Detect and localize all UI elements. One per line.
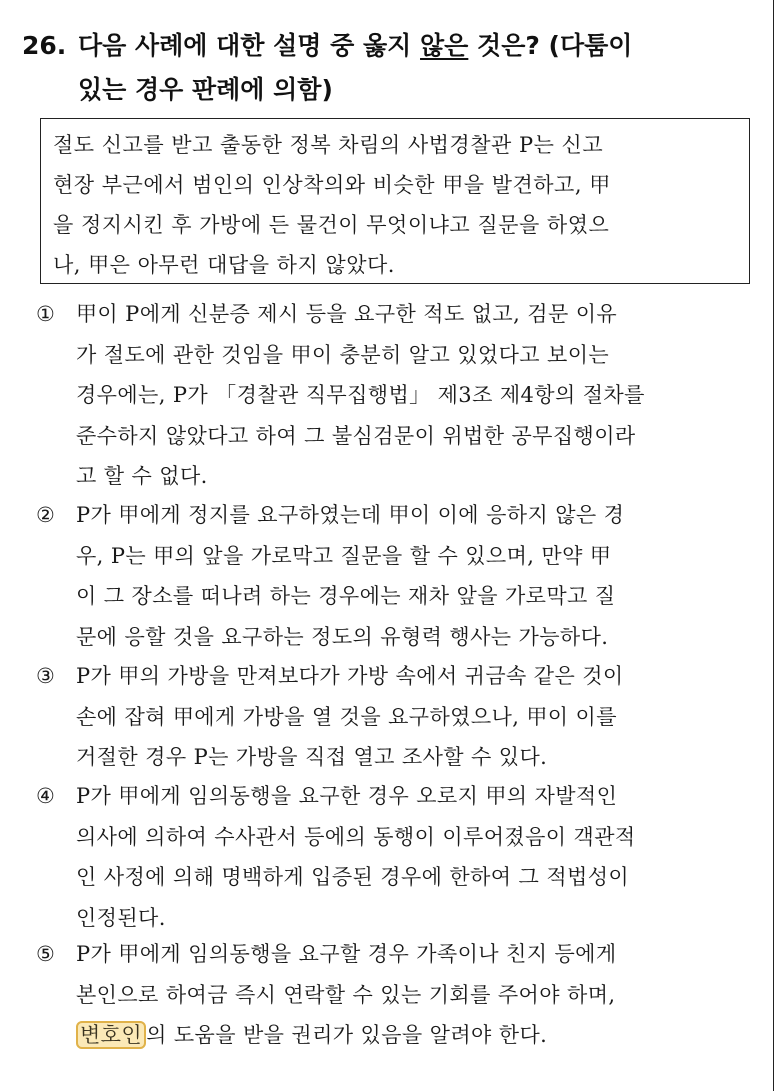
option-line: P가 甲에게 정지를 요구하였는데 甲이 이에 응하지 않은 경 xyxy=(76,503,625,527)
option-line: 甲이 P에게 신분증 제시 등을 요구한 적도 없고, 검문 이유 xyxy=(76,302,618,326)
case-line: 을 정지시킨 후 가방에 든 물건이 무엇이냐고 질문을 하였으 xyxy=(53,213,610,237)
option-line: 문에 응할 것을 요구하는 정도의 유형력 행사는 가능하다. xyxy=(76,624,609,649)
page-right-rule xyxy=(773,0,774,1091)
option-2[interactable] xyxy=(36,495,752,657)
option-2-marker: ② xyxy=(36,503,56,527)
option-3[interactable] xyxy=(36,656,752,778)
option-line: 이 그 장소를 떠나려 하는 경우에는 재차 앞을 가로막고 질 xyxy=(76,584,616,608)
option-line: 경우에는, P가 「경찰관 직무집행법」 제3조 제4항의 절차를 xyxy=(76,383,645,407)
option-1[interactable] xyxy=(36,294,752,497)
option-line: P가 甲의 가방을 만져보다가 가방 속에서 귀금속 같은 것이 xyxy=(76,664,624,688)
option-line: 의 도움을 받을 권리가 있음을 알려야 한다. xyxy=(146,1023,548,1047)
option-line: P가 甲에게 임의동행을 요구할 경우 가족이나 친지 등에게 xyxy=(76,942,617,966)
option-line: 손에 잡혀 甲에게 가방을 열 것을 요구하였으나, 甲이 이를 xyxy=(76,704,617,729)
option-line: 의사에 의하여 수사관서 등에의 동행이 이루어졌음이 객관적 xyxy=(76,824,636,849)
question-number: 26. xyxy=(22,31,67,60)
highlighted-term: 변호인 xyxy=(76,1021,146,1049)
option-4[interactable] xyxy=(36,776,752,938)
case-line: 나, 甲은 아무런 대답을 하지 않았다. xyxy=(53,253,395,277)
option-line: 가 절도에 관한 것임을 甲이 충분히 알고 있었다고 보이는 xyxy=(76,342,610,367)
option-3-marker: ③ xyxy=(36,664,56,688)
question-text-part2: 것은? (다툼이 xyxy=(468,31,633,60)
question-text-part1: 다음 사례에 대한 설명 중 옳지 xyxy=(78,31,421,60)
option-line: P가 甲에게 임의동행을 요구한 경우 오로지 甲의 자발적인 xyxy=(76,784,618,808)
option-line: 준수하지 않았다고 하여 그 불심검문이 위법한 공무집행이라 xyxy=(76,423,636,448)
option-line: 거절한 경우 P는 가방을 직접 열고 조사할 수 있다. xyxy=(76,745,548,769)
option-line: 인정된다. xyxy=(76,905,166,930)
question-stem xyxy=(22,24,762,112)
question-text-line2: 있는 경우 판례에 의함) xyxy=(78,75,333,104)
option-5-marker: ⑤ xyxy=(36,942,56,966)
option-line: 우, P는 甲의 앞을 가로막고 질문을 할 수 있으며, 만약 甲 xyxy=(76,543,612,568)
option-5[interactable] xyxy=(36,934,752,1056)
option-line: 본인으로 하여금 즉시 연락할 수 있는 기회를 주어야 하며, xyxy=(76,982,616,1007)
option-1-marker: ① xyxy=(36,302,56,326)
option-line: 인 사정에 의해 명백하게 입증된 경우에 한하여 그 적법성이 xyxy=(76,865,630,889)
case-line: 현장 부근에서 범인의 인상착의와 비슷한 甲을 발견하고, 甲 xyxy=(53,173,611,197)
case-line: 절도 신고를 받고 출동한 정복 차림의 사법경찰관 P는 신고 xyxy=(53,133,604,157)
option-line: 고 할 수 없다. xyxy=(76,464,208,488)
option-4-marker: ④ xyxy=(36,784,56,808)
question-underlined-word: 않은 xyxy=(420,31,469,60)
case-box xyxy=(40,118,750,284)
